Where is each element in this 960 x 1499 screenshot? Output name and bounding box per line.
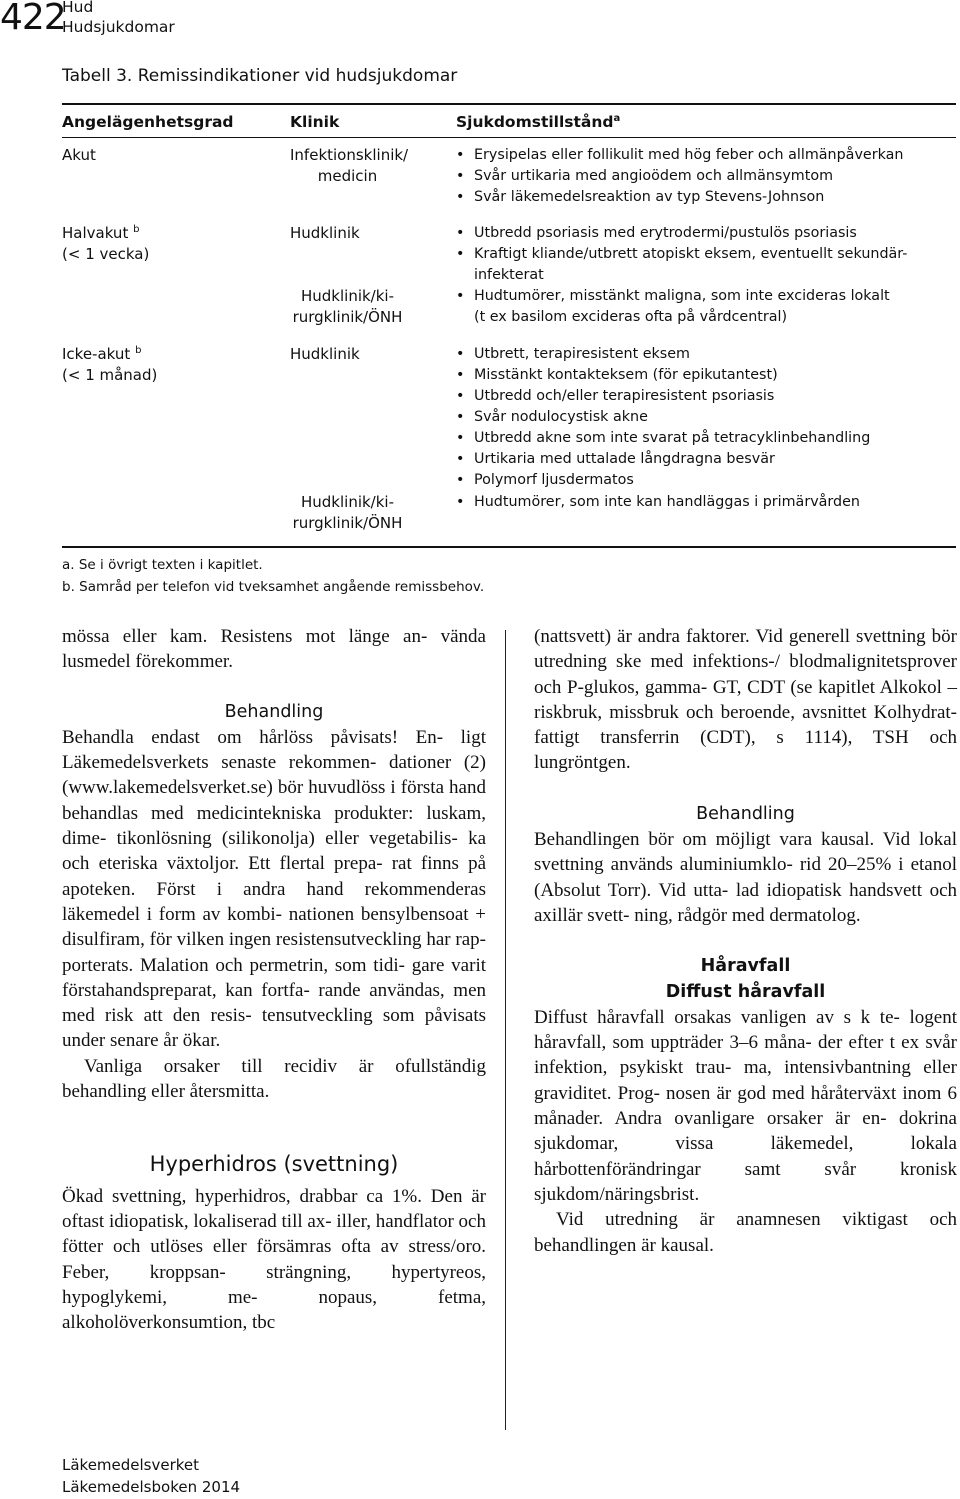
list-item: • Utbredd psoriasis med erytrodermi/pustulös psoriasis [456, 223, 956, 244]
list-item: • Svår läkemedelsreaktion av typ Stevens-Johnson [456, 187, 956, 208]
chapter-heading [62, 0, 175, 37]
list-item: • Utbrett, terapiresistent eksem [456, 344, 956, 365]
list-item: • Erysipelas eller follikulit med hög feber och allmänpåverkan [456, 145, 956, 166]
column-divider [505, 630, 506, 1430]
subheading-behandling: Behandling [696, 803, 795, 824]
list-item: • Hudtumörer, som inte kan handläggas i primärvården [456, 492, 956, 513]
list-item: • Kraftigt kliande/utbrett atopiskt eksem, eventuellt sekundär- infekterat [456, 244, 956, 286]
footnote-b: b. Samråd per telefon vid tveksamhet angående remissbehov. [62, 579, 485, 595]
list-item: • Svår urtikaria med angioödem och allmänsymtom [456, 166, 956, 187]
paragraph: Behandla endast om hårlöss påvisats! En- ligt Läkemedelsverkets senaste rekommen- dationer (2) (www.lakemedelsverket.se) bör huvudlöss i första hand behandlas med medicintekniska produkter: luskam, dime- tikonlösning (silikonolja) eller vegetabilis- ka och eteriska växtoljor. Ett flertal prepa- rat finns på apoteken. Först i andra hand rekommenderas läkemedel i form av kombi- nationen bensylbensoat + disulfiram, för vilken ingen resistensutveckling har rap- porterats. Malation och permetrin, som tidi- gare varit förstahandspreparat, kan fortfa- rande användas, men med risk att den resis- tensutveckling som påvisats under senare år ökar. [62, 726, 487, 1052]
heading-diffust-haravfall: Diffust håravfall [665, 981, 826, 1002]
row-icke-akut-clinic-2: Hudklinik/ki- rurgklinik/ÖNH [292, 493, 403, 532]
paragraph: (nattsvett) är andra faktorer. Vid generell svettning bör utredning ske med infektions-/ blodmalignitetsprover och P-glukos, gamma- GT, CDT (se kapitlet Alkokol – riskbruk, missbruk och beroende, avsnittet Kolhydrat- fattigt transferrin (CDT), s 1114), TSH och lungröntgen. [534, 626, 957, 774]
section-label: Hud [62, 0, 94, 16]
paragraph: Behandlingen bör om möjligt vara kausal. Vid lokal svettning används aluminiumklo- rid 20–25% i etanol (Absolut Torr). Vid utta- lad idiopatisk handsvett och axillär svett- ning, rådgör med dermatolog. [534, 829, 957, 926]
column-header-urgency: Angelägenhetsgrad [62, 113, 234, 131]
list-item: • Hudtumörer, misstänkt maligna, som inte excideras lokalt (t ex basilom excideras ofta på vårdcentral) [456, 286, 956, 328]
table-title: Tabell 3. Remissindikationer vid hudsjukdomar [62, 66, 458, 86]
paragraph: Ökad svettning, hyperhidros, drabbar ca 1%. Den är oftast idiopatisk, lokaliserad till ax- iller, handflator och fötter och utlöses eller försämras ofta av stress/oro. Feber, kroppsan- strängning, hypertyreos, hypoglykemi, me- nopaus, fetma, alkoholöverkonsumtion, tbc [62, 1185, 487, 1334]
footer-book: Läkemedelsboken 2014 [62, 1478, 241, 1496]
column-header-condition: Sjukdomstillstånd$^a$ [456, 112, 621, 131]
heading-hyperhidros: Hyperhidros (svettning) [149, 1152, 399, 1177]
paragraph: mössa eller kam. Resistens mot länge an- vända lusmedel förekommer. [62, 626, 486, 673]
subheading-behandling: Behandling [224, 701, 324, 722]
list-item: • Urtikaria med uttalade långdragna besvär [456, 449, 956, 470]
row-icke-akut-urgency: Icke-akut $^b$ (< 1 månad) [62, 345, 158, 384]
list-item: • Utbredd akne som inte svarat på tetracyklinbehandling [456, 428, 956, 449]
footnote-a: a. Se i övrigt texten i kapitlet. [62, 557, 263, 573]
row-halvakut-clinic-2: Hudklinik/ki- rurgklinik/ÖNH [292, 287, 403, 326]
page-number: 422 [0, 0, 66, 38]
left-column [62, 624, 486, 1335]
footer-publisher: Läkemedelsverket [62, 1456, 200, 1474]
chapter-label: Hudsjukdomar [62, 18, 175, 36]
row-halvakut-urgency: Halvakut $^b$ (< 1 vecka) [62, 224, 150, 263]
paragraph: Vanliga orsaker till recidiv är ofullständig behandling eller återsmitta. [62, 1055, 486, 1103]
list-item: • Utbredd och/eller terapiresistent psoriasis [456, 386, 956, 407]
row-icke-akut-clinic-1: Hudklinik [290, 345, 360, 363]
heading-haravfall: Håravfall [700, 956, 791, 977]
list-item: • Misstänkt kontakteksem (för epikutantest) [456, 365, 956, 386]
paragraph: Vid utredning är anamnesen viktigast och behandlingen är kausal. [534, 1209, 958, 1256]
list-item: • Polymorf ljusdermatos [456, 470, 956, 491]
row-akut-clinic: Infektionsklinik/ medicin [290, 146, 409, 185]
table-bottom-rule [62, 546, 956, 548]
column-header-clinic: Klinik [290, 113, 340, 131]
paragraph: Diffust håravfall orsakas vanligen av s k te- logent håravfall, som uppträder 3–6 måna- der efter t ex svår infektion, psykiskt trau- ma, intensivbantning eller graviditet. Prog- nosen är god med håråterväxt inom 6 månader. Andra ovanligare orsaker är en- dokrina sjukdomar, vissa läkemedel, lokala hårbottenförändringar samt svår kronisk sjukdom/näringsbrist. [534, 1006, 958, 1205]
table-top-rule [62, 103, 956, 105]
table-header-rule [62, 137, 956, 138]
list-item: • Svår nodulocystisk akne [456, 407, 956, 428]
row-halvakut-clinic-1: Hudklinik [290, 224, 360, 242]
row-akut-urgency: Akut [62, 146, 96, 164]
right-column [534, 624, 957, 1258]
